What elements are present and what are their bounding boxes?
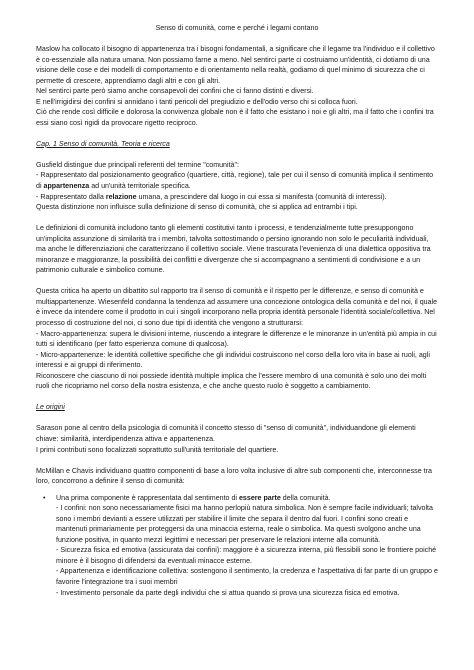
text-span: Una prima componente è rappresentata dal sentimento di [56, 493, 239, 502]
critique-line: - Macro-appartenenza: supera le divisioni interne, riuscendo a integrare le differenze e le minoranze in un'entità più ampia in cui tutti si identificano (per fatto esperienza comune di qualcosa). [36, 329, 437, 349]
list-item [56, 493, 438, 598]
text-span: della comunità. [280, 493, 331, 502]
text-span: - Rappresentato dalla [36, 192, 106, 201]
definitions-paragraph: Le definizioni di comunità includono tanto gli elementi costitutivi tanto i processi, e tendenzialmente tutte presuppongono un'implicita assunzione di similarità tra i membri, talvolta sottostimando o persino ignorando non solo le peculiarità individuali, ma anche le differenziazioni che caratterizzano il collettivo sociale. Viene trascurata l'evenienza di una dialettica oppositiva tra minoranze e maggioranze, la possibilità dei conflitti e divergenze che si accompagnano a sentimenti di condivisione e a un patrimonio culturale e simbolico comune. [36, 224, 431, 275]
section-heading: Le origini [36, 403, 65, 412]
bold-term: appartenenza [43, 182, 90, 191]
bold-term: essere parte [238, 493, 281, 502]
intro-paragraph: Maslow ha collocato il bisogno di appartenenza tra i bisogni fondamentali, a significare che il legame tra l'individuo e il collettivo è co-essenziale alla natura umana. Non possiamo farne a meno. Nel sentirci parte ci costruiamo un'identità, ci dotiamo di una visione delle cose e dei modelli di comportamento e di orientamento nella realtà, godiamo di quel minimo di sicurezza che ci permette di crescere, apprendiamo dagli altri e con gli altri. [36, 45, 435, 85]
sub-line: - I confini: non sono necessariamente fisici ma hanno perlopiù natura simbolica. Non è sempre facile individuarli; talvolta sono i membri devianti a essere utilizzati per stabilire il limite che separa il dentro dal fuori. I confini sono creati e mantenuti primariamente per proteggersi da una minaccia esterna, reale o simbolica. Ma questi svolgono anche una funzione positiva, in quanto mezzi legittimi e necessari per preservare le relazioni interne alla comunità. [56, 504, 433, 544]
mcmillan-paragraph: McMillan e Chavis individuano quattro componenti di base a loro volta inclusive di altre sub componenti che, interconnesse tra loro, concorrono a definire il senso di comunità: [36, 466, 432, 486]
critique-line: - Micro-appartenenze: le identità collettive specifiche che gli individui costruiscono nel corso della loro vita in base ai ruoli, agli interessi e ai gruppi di riferimento. [36, 350, 430, 370]
intro-line: Ciò che rende così difficile e dolorosa la convivenza globale non è il fatto che esistano i noi e gli altri, ma il fatto che i confini tra essi siano così rigidi da provocare rigetto reciproco. [36, 108, 434, 127]
intro-line: Nel sentirci parte però siamo anche consapevoli dei confini che ci fanno distinti e diversi. [36, 87, 314, 96]
gusfield-item [36, 170, 438, 191]
bold-term: relazione [105, 192, 137, 201]
critique-paragraph: Questa critica ha aperto un dibattito sul rapporto tra il senso di comunità e il rispetto per le differenze, e senso di comunità e multiappartenenze. Wiesenfeld condanna la tendenza ad assumere una concezione ontologica della comunità e del noi, il quale è invece da intendere come il prodotto in cui i singoli incorporano nella propria identità personale l'identità sociale/collettiva. Nel processo di costruzione del noi, ci sono due tipi di identità che vengono a strutturarsi: [36, 287, 438, 328]
gusfield-lead: Gusfield distingue due principali referenti del termine "comunità": [36, 160, 239, 169]
text-span: - Rappresentato dal posizionamento geografico (quartiere, città, regione), tale per cui il senso di comunità implica il sentimento di [36, 171, 434, 191]
gusfield-item [36, 192, 438, 203]
chapter-heading: Cap. 1 Senso di comunità. Teoria e ricerca [36, 139, 170, 148]
text-span: umana, a prescindere dal luogo in cui essa si manifesta (comunità di interessi). [136, 192, 387, 201]
text-span: ad un'unità territoriale specifica. [89, 182, 191, 191]
components-list [36, 493, 438, 598]
document-title: Senso di comunità, come e perché i legami contano [155, 24, 319, 32]
intro-line [36, 97, 438, 108]
sarason-line: I primi contributi sono focalizzati soprattutto sull'unità territoriale del quartiere. [36, 445, 279, 454]
intro-text: E nell'irrigidirsi dei confini si annidano i tanti pericoli del pregiudizio e dell'odio verso chi si colloca fuori. [36, 97, 358, 106]
critique-line: Riconoscere che ciascuno di noi possiede identità multiple implica che l'essere membro di una comunità è solo uno dei molti ruoli che ricopriamo nel corso della nostra esistenza, e che anche questo ruolo è soggetto a cambiamento. [36, 371, 427, 391]
sub-line: - Investimento personale da parte degli individui che si attua quando si prova una sicurezza fisica ed emotiva. [56, 588, 400, 597]
sub-line: - Sicurezza fisica ed emotiva (assicurata dai confini): maggiore è a sicurezza interna, più flessibili sono le frontiere poiché minore è il bisogno di difendersi da eventuali minacce esterne. [56, 546, 437, 565]
gusfield-close: Questa distinzione non influisce sulla definizione di senso di comunità, che si applica ad entrambi i tipi. [36, 203, 358, 212]
sarason-paragraph: Sarason pone al centro della psicologia di comunità il concetto stesso di "senso di comunità", individuandone gli elementi chiave: similarità, interdipendenza attiva e appartenenza. [36, 424, 416, 443]
sub-line: - Appartenenza e identificazione collettiva: sostengono il sentimento, la credenza e l'aspettativa di far parte di un gruppo e favorire l'integrazione tra i suoi membri [56, 567, 438, 587]
